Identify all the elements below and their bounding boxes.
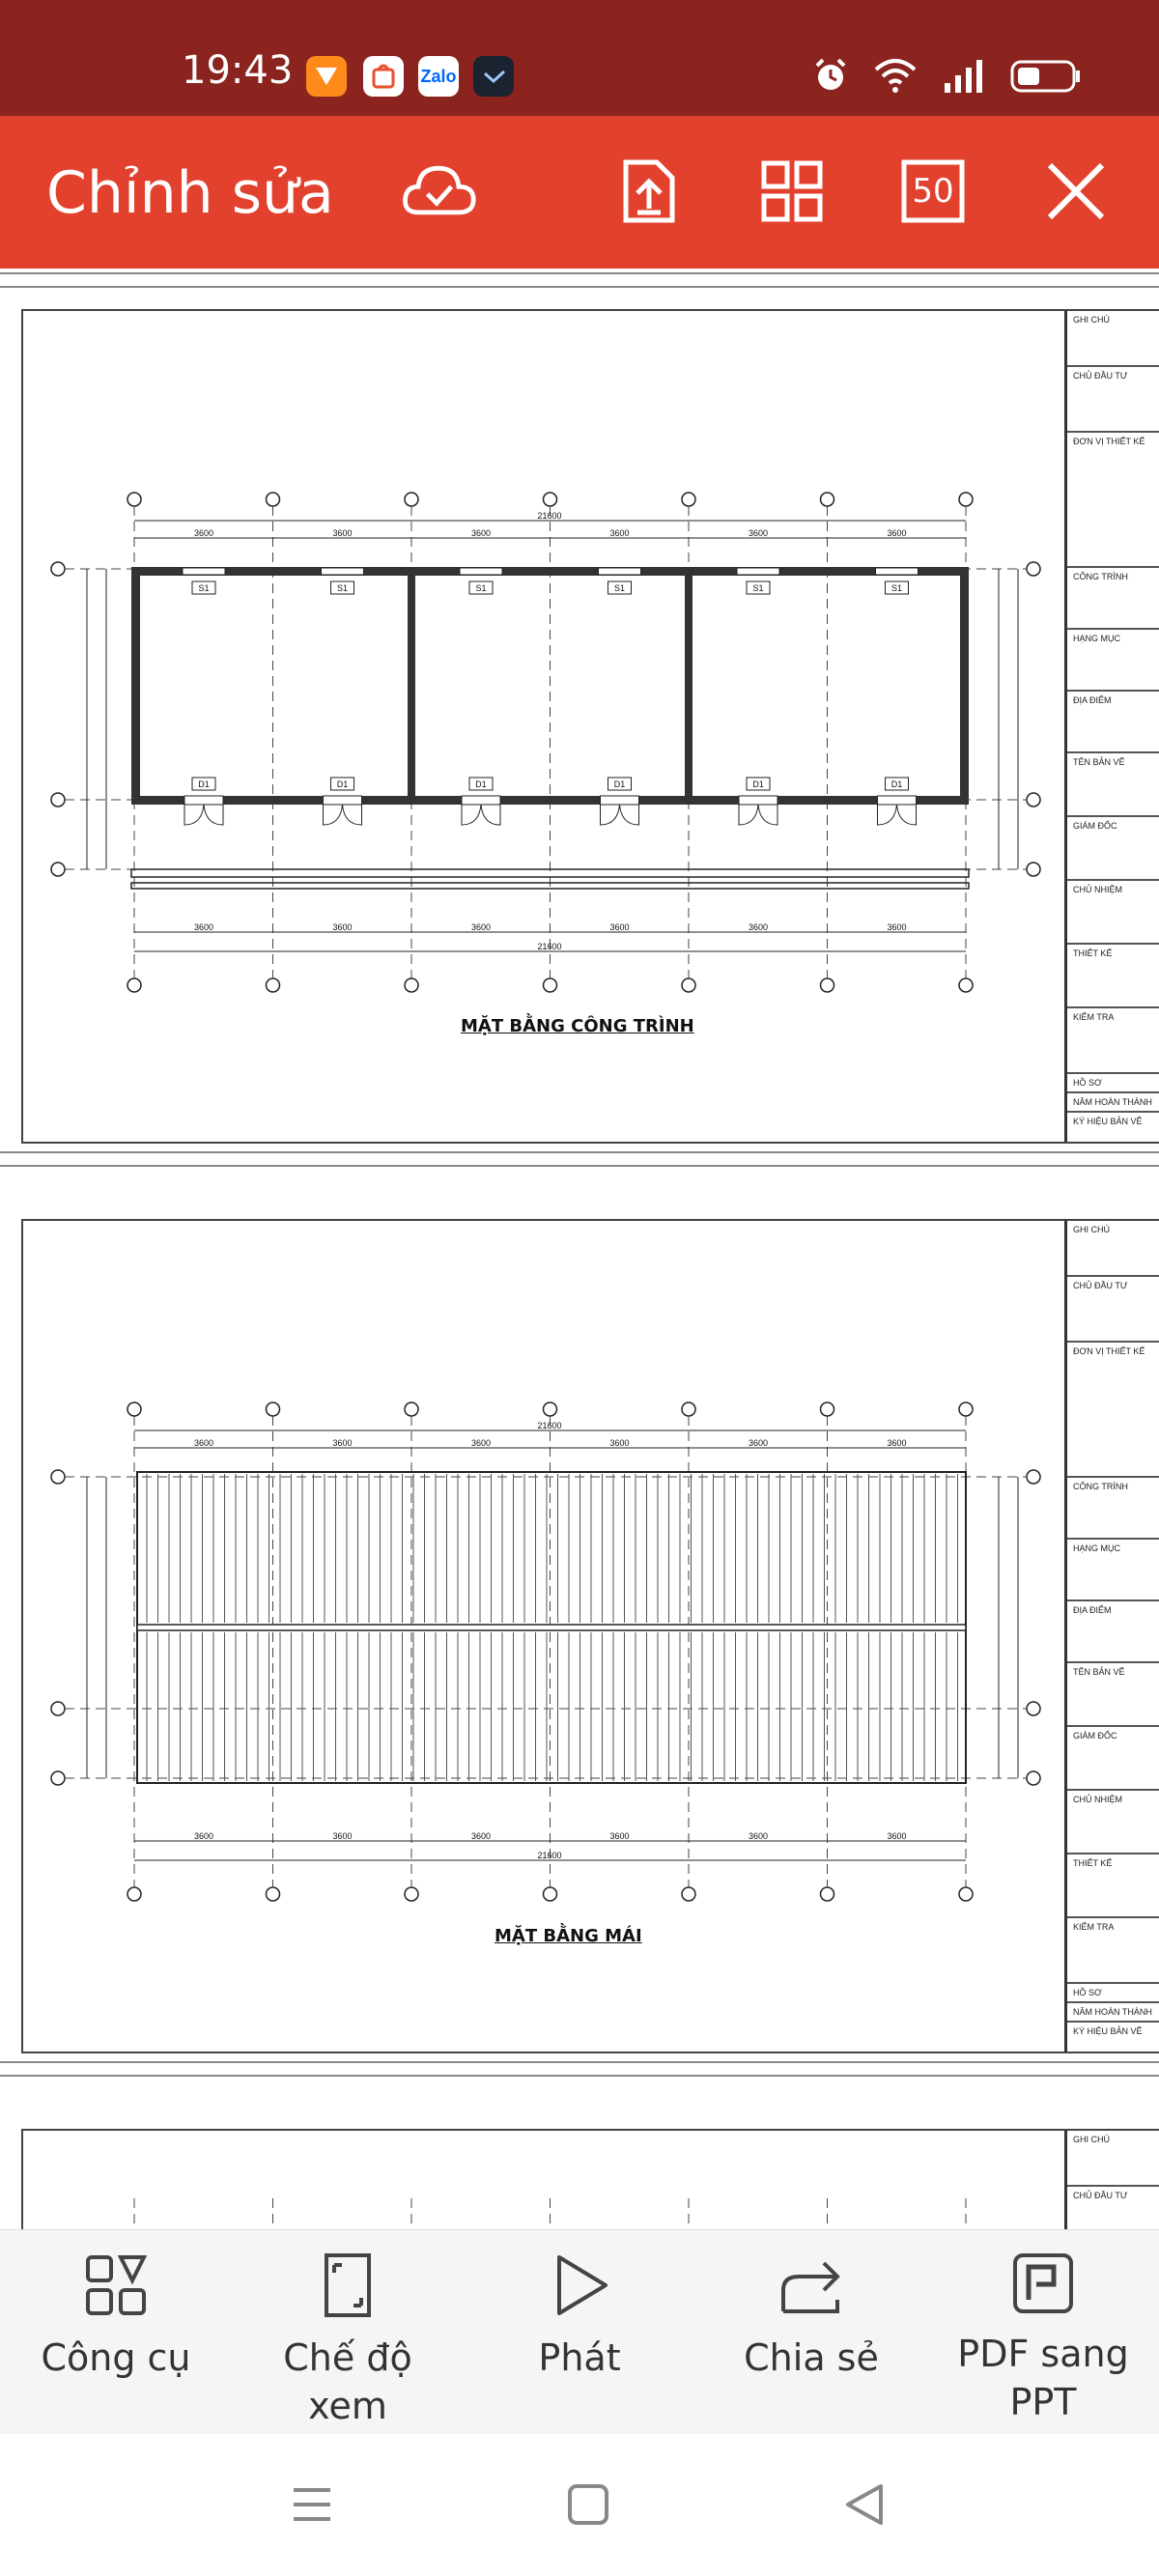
tb-kiem-tra: KIỂM TRA <box>1067 1916 1159 1982</box>
dimension-label: 3600 <box>332 528 353 538</box>
tb-chu-nhiem: CHỦ NHIỆM <box>1067 879 1159 943</box>
door-opening <box>324 796 362 805</box>
dimension-label: 3600 <box>332 922 353 932</box>
dimension-label: 3600 <box>470 922 492 932</box>
grid-axis-marker <box>405 1887 418 1901</box>
dimension-label: 3600 <box>748 1831 769 1841</box>
grid-axis-marker <box>682 493 695 506</box>
grid-axis-marker <box>127 978 141 992</box>
tb-nam: NĂM HOÀN THÀNH <box>1067 2001 1159 2021</box>
dimension-label: 3600 <box>193 1438 214 1448</box>
door-opening <box>878 796 917 805</box>
window-label: S1 <box>752 583 764 593</box>
page-separator <box>0 2061 1159 2077</box>
door-opening <box>739 796 777 805</box>
window <box>599 568 641 575</box>
wall <box>131 567 140 805</box>
dimension-label: 3600 <box>193 1831 214 1841</box>
door-label: D1 <box>752 779 764 789</box>
document-viewer[interactable] <box>0 269 1159 2229</box>
grid-axis-marker <box>682 1887 695 1901</box>
tb-hang-muc: HẠNG MỤC <box>1067 628 1159 690</box>
tb-nam: NĂM HOÀN THÀNH <box>1067 1091 1159 1111</box>
close-icon <box>1044 159 1108 223</box>
share-icon <box>777 2251 845 2319</box>
dimension-label: 21600 <box>537 942 562 951</box>
grid-axis-marker <box>1027 562 1040 576</box>
grid-axis-marker <box>127 1402 141 1416</box>
partial-drawing <box>23 2131 1062 2229</box>
tb-ghi-chu: GHI CHÚ <box>1073 1225 1110 1234</box>
drawing-page-3[interactable] <box>21 2129 1159 2229</box>
app-toolbar <box>0 116 1159 269</box>
grid-axis-marker <box>821 978 834 992</box>
grid-axis-marker <box>51 1771 65 1785</box>
grid-axis-marker <box>51 1702 65 1715</box>
grid-axis-marker <box>959 978 973 992</box>
door-label: D1 <box>475 779 487 789</box>
grid-axis-marker <box>127 493 141 506</box>
grid-axis-marker <box>682 1402 695 1416</box>
wall <box>131 567 969 576</box>
tb-ghi-chu: GHI CHÚ <box>1073 315 1110 325</box>
page-grid-button[interactable] <box>753 153 831 230</box>
tb-chu-dau-tu: CHỦ ĐẦU TƯ <box>1067 1275 1159 1341</box>
door-opening <box>184 796 223 805</box>
tb-dia-diem: ĐỊA ĐIỂM <box>1067 690 1159 751</box>
dimension-label: 3600 <box>609 922 630 932</box>
dimension-label: 3600 <box>332 1438 353 1448</box>
pdf-label-1: PDF sang <box>957 2333 1129 2375</box>
wall <box>131 796 969 805</box>
dimension-label: 3600 <box>887 528 907 538</box>
tb-ky-hieu: KÝ HIỆU BẢN VẼ <box>1067 1111 1159 1130</box>
grid-axis-marker <box>267 1402 280 1416</box>
share-button[interactable] <box>705 2251 918 2382</box>
dimension-label: 3600 <box>470 528 492 538</box>
mobile-view-icon <box>321 2251 375 2319</box>
title-block <box>1064 1221 1159 2052</box>
door-label: D1 <box>613 779 626 789</box>
grid-axis-marker <box>1027 1702 1040 1715</box>
tb-cong-trinh: CÔNG TRÌNH <box>1067 1476 1159 1538</box>
window <box>876 568 919 575</box>
grid-axis-marker <box>959 1887 973 1901</box>
menu-nav-icon[interactable] <box>290 2482 334 2527</box>
close-button[interactable] <box>1037 153 1115 230</box>
tools-button[interactable] <box>10 2251 222 2382</box>
tb-cong-trinh: CÔNG TRÌNH <box>1067 566 1159 628</box>
grid-axis-marker <box>267 978 280 992</box>
tb-chu-nhiem: CHỦ NHIỆM <box>1067 1789 1159 1853</box>
back-nav-icon[interactable] <box>842 2482 887 2527</box>
roof-ridge <box>137 1625 966 1630</box>
tb-ky-hieu: KÝ HIỆU BẢN VẼ <box>1067 2021 1159 2040</box>
play-icon <box>546 2251 613 2319</box>
grid-axis-marker <box>267 1887 280 1901</box>
page-separator <box>0 272 1159 288</box>
dimension-label: 3600 <box>609 1438 630 1448</box>
door-label: D1 <box>198 779 210 789</box>
window-label: S1 <box>198 583 210 593</box>
dimension-label: 3600 <box>748 922 769 932</box>
alarm-icon <box>811 56 850 95</box>
play-button[interactable] <box>473 2251 686 2382</box>
grid-axis-marker <box>821 1402 834 1416</box>
drawing-page-2[interactable] <box>21 1219 1159 2053</box>
tb-thiet-ke: THIẾT KẾ <box>1067 943 1159 1006</box>
door-opening <box>601 796 639 805</box>
window-label: S1 <box>890 583 903 593</box>
cloud-check-icon <box>400 157 477 225</box>
status-time: 19:43 <box>182 48 294 93</box>
app-notification-icon <box>306 56 347 97</box>
window-label: S1 <box>475 583 487 593</box>
grid-axis-marker <box>544 493 557 506</box>
grid-axis-marker <box>51 562 65 576</box>
bottom-action-bar <box>0 2229 1159 2435</box>
battery-icon <box>1010 56 1082 95</box>
cloud-save-button[interactable] <box>400 153 477 230</box>
door-swing <box>324 805 362 825</box>
window-label: S1 <box>613 583 626 593</box>
page-separator <box>0 1151 1159 1167</box>
status-bar <box>0 0 1159 116</box>
tb-ho-so: HỒ SƠ <box>1067 1982 1159 2001</box>
window-label: S1 <box>336 583 349 593</box>
grid-axis-marker <box>51 863 65 876</box>
grid-axis-marker <box>1027 1771 1040 1785</box>
tools-label: Công cụ <box>41 2336 191 2379</box>
dimension-label: 3600 <box>470 1438 492 1448</box>
status-icons <box>811 56 1082 95</box>
dimension-label: 3600 <box>887 922 907 932</box>
upload-file-icon <box>618 156 680 226</box>
tb-thiet-ke: THIẾT KẾ <box>1067 1853 1159 1916</box>
drawing-caption-1: MẶT BẰNG CÔNG TRÌNH <box>461 1016 694 1036</box>
export-button[interactable] <box>610 153 688 230</box>
grid-axis-marker <box>959 1402 973 1416</box>
window <box>322 568 364 575</box>
grid-axis-marker <box>405 493 418 506</box>
tb-ho-so: HỒ SƠ <box>1067 1072 1159 1091</box>
grid-axis-marker <box>544 1887 557 1901</box>
door-opening <box>462 796 500 805</box>
door-swing <box>462 805 500 825</box>
shopee-icon <box>363 56 404 97</box>
drawing-caption-2: MẶT BẰNG MÁI <box>495 1926 642 1946</box>
window <box>183 568 225 575</box>
wifi-icon <box>871 56 919 95</box>
dimension-label: 3600 <box>748 528 769 538</box>
dimension-label: 3600 <box>470 1831 492 1841</box>
wall <box>960 567 969 805</box>
dimension-label: 21600 <box>537 1851 562 1860</box>
pdf-to-ppt-icon <box>1011 2251 1075 2315</box>
partition-wall <box>408 567 415 805</box>
grid-axis-marker <box>51 1470 65 1484</box>
grid-axis-marker <box>1027 863 1040 876</box>
pdf-label-2: PPT <box>1009 2381 1077 2423</box>
dimension-label: 3600 <box>748 1438 769 1448</box>
page-count-button[interactable] <box>894 153 972 230</box>
window <box>460 568 502 575</box>
clock-app-icon <box>473 56 514 97</box>
grid-axis-marker <box>127 1887 141 1901</box>
grid-axis-marker <box>959 493 973 506</box>
mobile-view-label-1: Chế độ xem <box>283 2336 412 2427</box>
grid-axis-marker <box>682 978 695 992</box>
pdf-to-ppt-button[interactable] <box>937 2251 1149 2426</box>
title-block <box>1064 2131 1159 2229</box>
play-label: Phát <box>538 2336 621 2379</box>
grid-axis-marker <box>544 978 557 992</box>
dimension-label: 3600 <box>887 1438 907 1448</box>
door-label: D1 <box>336 779 349 789</box>
tb-giam-doc: GIÁM ĐỐC <box>1067 815 1159 879</box>
zalo-icon: Zalo <box>418 56 459 97</box>
dimension-label: 3600 <box>332 1831 353 1841</box>
grid-axis-marker <box>267 493 280 506</box>
dimension-label: 3600 <box>609 528 630 538</box>
dimension-label: 3600 <box>609 1831 630 1841</box>
dimension-label: 3600 <box>193 528 214 538</box>
tb-ten-ban-ve: TÊN BẢN VẼ <box>1067 751 1159 815</box>
tb-don-vi: ĐƠN VỊ THIẾT KẾ <box>1067 1341 1159 1476</box>
dimension-label: 21600 <box>537 511 562 521</box>
dimension-label: 3600 <box>887 1831 907 1841</box>
tb-ten-ban-ve: TÊN BẢN VẼ <box>1067 1661 1159 1725</box>
drawing-page-1[interactable] <box>21 309 1159 1144</box>
grid-axis-marker <box>821 1887 834 1901</box>
tb-hang-muc: HẠNG MỤC <box>1067 1538 1159 1599</box>
share-label: Chia sẻ <box>744 2336 879 2379</box>
grid-axis-marker <box>51 793 65 807</box>
home-nav-icon[interactable] <box>566 2482 610 2527</box>
door-swing <box>739 805 777 825</box>
system-nav-bar <box>0 2434 1159 2576</box>
grid-axis-marker <box>405 978 418 992</box>
grid-axis-marker <box>544 1402 557 1416</box>
door-label: D1 <box>890 779 903 789</box>
partition-wall <box>685 567 693 805</box>
grid-axis-marker <box>405 1402 418 1416</box>
tb-ghi-chu: GHI CHÚ <box>1073 2135 1110 2144</box>
tools-icon <box>82 2251 150 2319</box>
title-block <box>1064 311 1159 1142</box>
tb-giam-doc: GIÁM ĐỐC <box>1067 1725 1159 1789</box>
door-swing <box>184 805 223 825</box>
door-swing <box>878 805 917 825</box>
page-count-label: 50 <box>912 172 954 211</box>
tb-chu-dau-tu: CHỦ ĐẦU TƯ <box>1067 2185 1159 2229</box>
signal-icon <box>941 56 989 95</box>
tb-don-vi: ĐƠN VỊ THIẾT KẾ <box>1067 431 1159 566</box>
page-title: Chỉnh sửa <box>46 159 334 227</box>
tb-kiem-tra: KIỂM TRA <box>1067 1006 1159 1072</box>
grid-axis-marker <box>821 493 834 506</box>
grid-icon <box>760 159 824 223</box>
door-swing <box>601 805 639 825</box>
grid-axis-marker <box>1027 1470 1040 1484</box>
dimension-label: 21600 <box>537 1421 562 1430</box>
window <box>737 568 779 575</box>
dimension-label: 3600 <box>193 922 214 932</box>
tb-chu-dau-tu: CHỦ ĐẦU TƯ <box>1067 365 1159 431</box>
tb-dia-diem: ĐỊA ĐIỂM <box>1067 1599 1159 1661</box>
grid-axis-marker <box>1027 793 1040 807</box>
